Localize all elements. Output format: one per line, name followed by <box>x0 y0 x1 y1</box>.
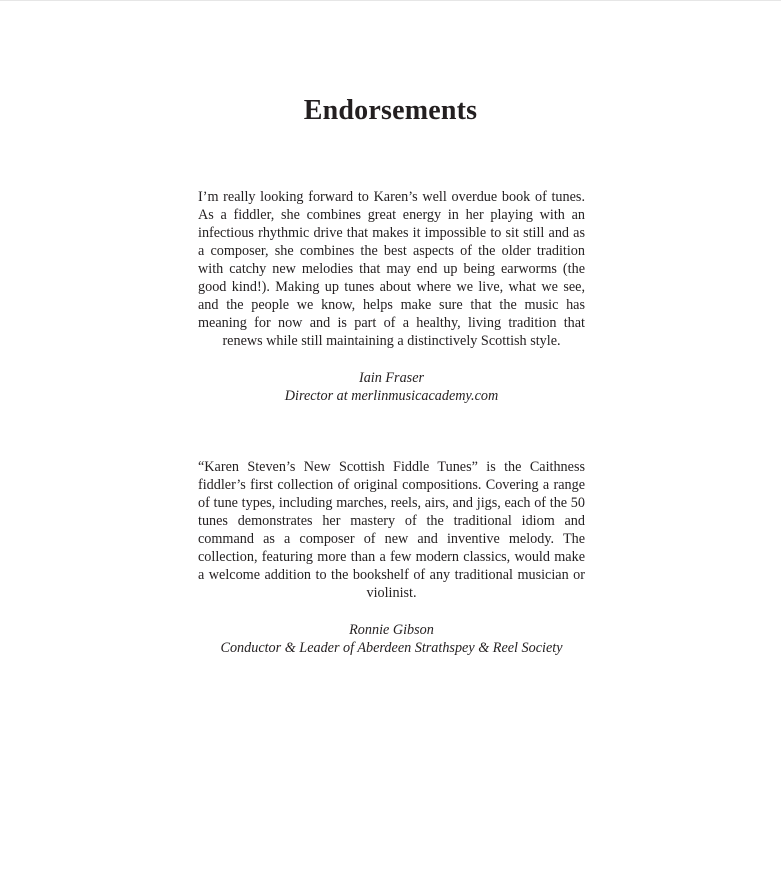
endorsement-attribution <box>198 369 585 405</box>
endorsement-quote: I’m really looking forward to Karen’s well overdue book of tunes. As a fiddler, she combines great energy in her playing with an infectious rhythmic drive that makes it impossible to sit still and as a composer, she combines the best aspects of the older tradition with catchy new melodies that may end up being earworms (the good kind!). Making up tunes about where we live, what we see, and the people we know, helps make sure that the music has meaning for now and is part of a healthy, living tradition that renews while still maintaining a distinctively Scottish style. <box>198 189 585 349</box>
endorsement-ronnie-gibson <box>198 458 585 657</box>
page-title: Endorsements <box>303 95 478 126</box>
endorsement-iain-fraser <box>198 188 585 405</box>
endorsement-role: Conductor & Leader of Aberdeen Strathspey & Reel Society <box>220 640 563 656</box>
endorsement-attribution <box>138 621 645 657</box>
endorsement-author: Ronnie Gibson <box>349 622 434 638</box>
endorsement-role: Director at merlinmusicacademy.com <box>284 388 499 404</box>
endorsement-author: Iain Fraser <box>358 370 425 386</box>
endorsement-quote: “Karen Steven’s New Scottish Fiddle Tunes” is the Caithness fiddler’s first collection of original compositions. Covering a range of tune types, including marches, reels, airs, and jigs, each of the 50 tunes demonstrates her mastery of the traditional idiom and command as a composer of new and inventive melody. The collection, featuring more than a few modern classics, would make a welcome addition to the bookshelf of any traditional musician or violinist. <box>198 459 585 601</box>
